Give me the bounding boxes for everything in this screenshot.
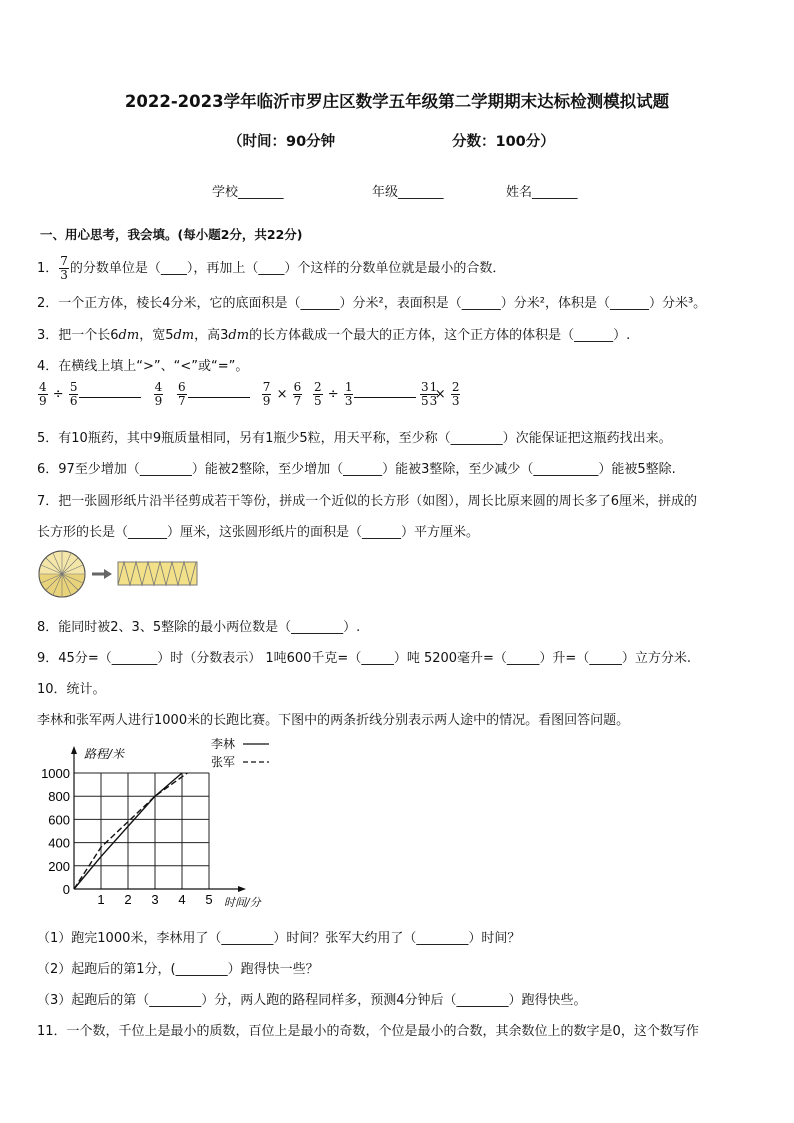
- x-axis-arrow: [238, 886, 246, 892]
- question-2: 2．一个正方体，棱长4分米，它的底面积是（______）分米²，表面积是（______）分米²，体积是（______）分米³。: [37, 296, 707, 311]
- x-tick-label: 2: [124, 892, 132, 907]
- time-label: （时间：90分钟: [228, 134, 336, 150]
- x-tick-label: 4: [178, 892, 186, 907]
- series-line-张军: [74, 773, 187, 889]
- q4-item-1: $\frac{4}{9}$ ÷ $\frac{5}{6}$ $\frac{4}{9}$: [39, 380, 163, 408]
- question-5: 5．有10瓶药，其中9瓶质量相同，另有1瓶少5粒，用天平称，至少称（________）次能保证把这瓶药找出来。: [37, 431, 672, 446]
- y-tick-label: 400: [48, 835, 70, 851]
- question-7-line-1: 7．把一张圆形纸片沿半径剪成若干等份，拼成一个近似的长方形（如图），周长比原来圆的周长多了6厘米，拼成的: [37, 494, 698, 509]
- question-4: 4．在横线上填上“>”、“<”或“=”。: [37, 359, 249, 374]
- score-label: 分数：100分）: [452, 134, 555, 150]
- x-tick-label: 1: [97, 892, 105, 907]
- y-axis-label: 路程/米: [84, 747, 125, 761]
- y-tick-label: 800: [48, 789, 70, 805]
- question-6: 6．97至少增加（________）能被2整除，至少增加（______）能被3整除，至少减少（__________）能被5整除.: [37, 462, 676, 477]
- legend-label: 李林: [211, 737, 236, 751]
- q4-item-3: $\frac{2}{5}$ ÷ $\frac{1}{3}$ $\frac{1}{3}$: [314, 380, 438, 408]
- question-11: 11．一个数，千位上是最小的质数，百位上是最小的奇数，个位是最小的合数，其余数位上的数字是0，这个数写作: [37, 1024, 699, 1039]
- school-field: 学校_______: [212, 185, 284, 200]
- question-7-line-2: 长方形的长是（______）厘米，这张圆形纸片的面积是（______）平方厘米。: [37, 525, 480, 540]
- y-tick-label: 600: [48, 812, 70, 828]
- x-tick-label: 5: [205, 892, 213, 907]
- question-10-sub-3: （3）起跑后的第（________）分，两人跑的路程同样多，预测4分钟后（________）跑得快些。: [37, 993, 587, 1008]
- fraction: $\frac{7}{3}$: [60, 254, 68, 282]
- question-1: 1． $\frac{7}{3}$ 的分数单位是（____），再加上（____）个这样的分数单位就是最小的合数．: [37, 254, 506, 282]
- section-heading: 一、用心思考，我会填。(每小题2分，共22分): [40, 227, 303, 242]
- question-10: 10．统计。: [37, 682, 106, 697]
- y-tick-label: 0: [62, 882, 70, 897]
- y-tick-label: 200: [48, 858, 70, 874]
- question-10-sub-2: （2）起跑后的第1分，(________）跑得快一些？: [37, 962, 319, 977]
- y-axis-arrow: [71, 746, 77, 754]
- question-3: 3．把一个长6dm，宽5dm，高3dm的长方体截成一个最大的正方体，这个正方体的体积是（______）.: [37, 328, 631, 343]
- exam-title: 2022-2023学年临沂市罗庄区数学五年级第二学期期末达标检测模拟试题: [124, 92, 670, 111]
- circle-to-rectangle-figure: [36, 549, 201, 601]
- question-10-description: 李林和张军两人进行1000米的长跑比赛。下图中的两条折线分别表示两人途中的情况。看图回答问题。: [37, 713, 630, 728]
- q4-item-4: $\frac{3}{5}$ × $\frac{2}{3}$: [421, 380, 460, 408]
- question-9: 9．45分=（_______）时（分数表示） 1吨600千克=（_____）吨 5200毫升=（_____）升=（_____）立方分米.: [37, 651, 691, 666]
- question-10-sub-1: （1）跑完1000米，李林用了（________）时间？张军大约用了（________）时间？: [37, 931, 521, 946]
- question-8: 8．能同时被2、3、5整除的最小两位数是（________）.: [37, 620, 361, 635]
- race-line-chart: [36, 736, 296, 912]
- x-tick-label: 3: [151, 892, 159, 907]
- grade-field: 年级_______: [372, 185, 444, 200]
- y-tick-label: 1000: [41, 766, 70, 781]
- name-field: 姓名_______: [506, 185, 578, 200]
- answer-line[interactable]: [188, 387, 250, 398]
- q4-item-2: $\frac{6}{7}$ $\frac{7}{9}$ × $\frac{6}{7}$: [178, 380, 302, 408]
- answer-line[interactable]: [79, 387, 141, 398]
- x-axis-label: 时间/分: [224, 896, 261, 909]
- legend-label: 张军: [211, 755, 236, 769]
- answer-line[interactable]: [354, 387, 416, 398]
